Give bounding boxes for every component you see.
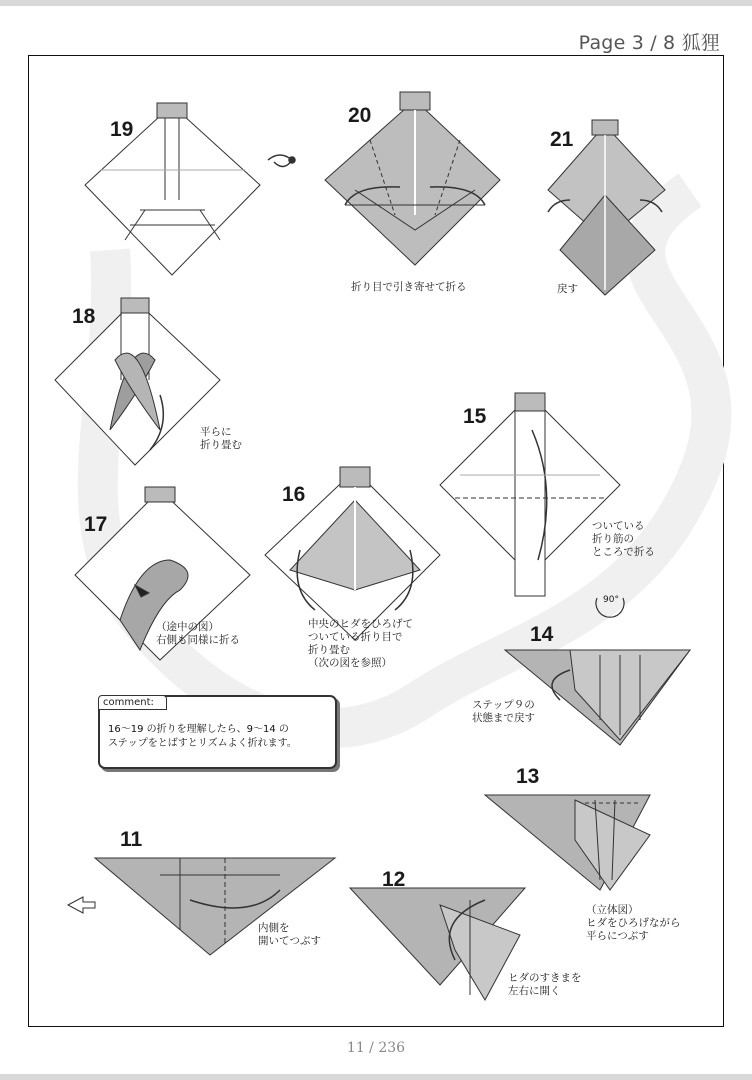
page-header: Page 3 / 8 狐狸 — [578, 32, 720, 54]
comment-box — [98, 695, 337, 769]
step-number-20: 20 — [348, 104, 372, 127]
step-number-12: 12 — [382, 868, 406, 891]
step-number-16: 16 — [282, 483, 306, 506]
step-number-11: 11 — [120, 828, 143, 851]
caption-step-16: 中央のヒダをひろげて ついている折り目で 折り畳む （次の図を参照） — [308, 618, 413, 669]
caption-step-14: ステップ９の 状態まで戻す — [472, 699, 535, 724]
caption-step-17: （途中の図） 右側も同様に折る — [156, 621, 240, 646]
comment-label: comment: — [98, 695, 167, 710]
caption-step-18: 平らに 折り畳む — [200, 426, 242, 451]
step-12-diagram — [350, 888, 525, 1000]
page-number: 11 / 236 — [346, 1040, 406, 1056]
caption-step-13: （立体図） ヒダをひろげながら 平らにつぶす — [586, 904, 681, 942]
comment-text: 16〜19 の折りを理解したら、9〜14 の ステップをとばすとリズムよく折れます。 — [108, 724, 297, 749]
caption-step-12: ヒダのすきまを 左右に開く — [508, 972, 582, 997]
turn-over-icon — [268, 155, 295, 167]
step-number-19: 19 — [110, 118, 134, 141]
step-number-21: 21 — [550, 128, 574, 151]
step-number-13: 13 — [516, 765, 540, 788]
rotate-90-label: 90° — [603, 595, 619, 605]
step-number-18: 18 — [72, 305, 96, 328]
step-14-diagram — [505, 650, 690, 745]
caption-step-20: 折り目で引き寄せて折る — [351, 281, 467, 293]
caption-step-11: 内側を 開いてつぶす — [258, 922, 321, 947]
bottom-bar — [0, 1074, 752, 1080]
caption-step-15: ついている 折り筋の ところで折る — [592, 520, 655, 558]
push-arrow-icon — [68, 897, 95, 913]
caption-step-21: 戻す — [557, 283, 578, 295]
step-13-diagram — [485, 795, 650, 890]
step-number-15: 15 — [463, 405, 487, 428]
step-number-17: 17 — [84, 513, 108, 536]
step-number-14: 14 — [530, 623, 554, 646]
